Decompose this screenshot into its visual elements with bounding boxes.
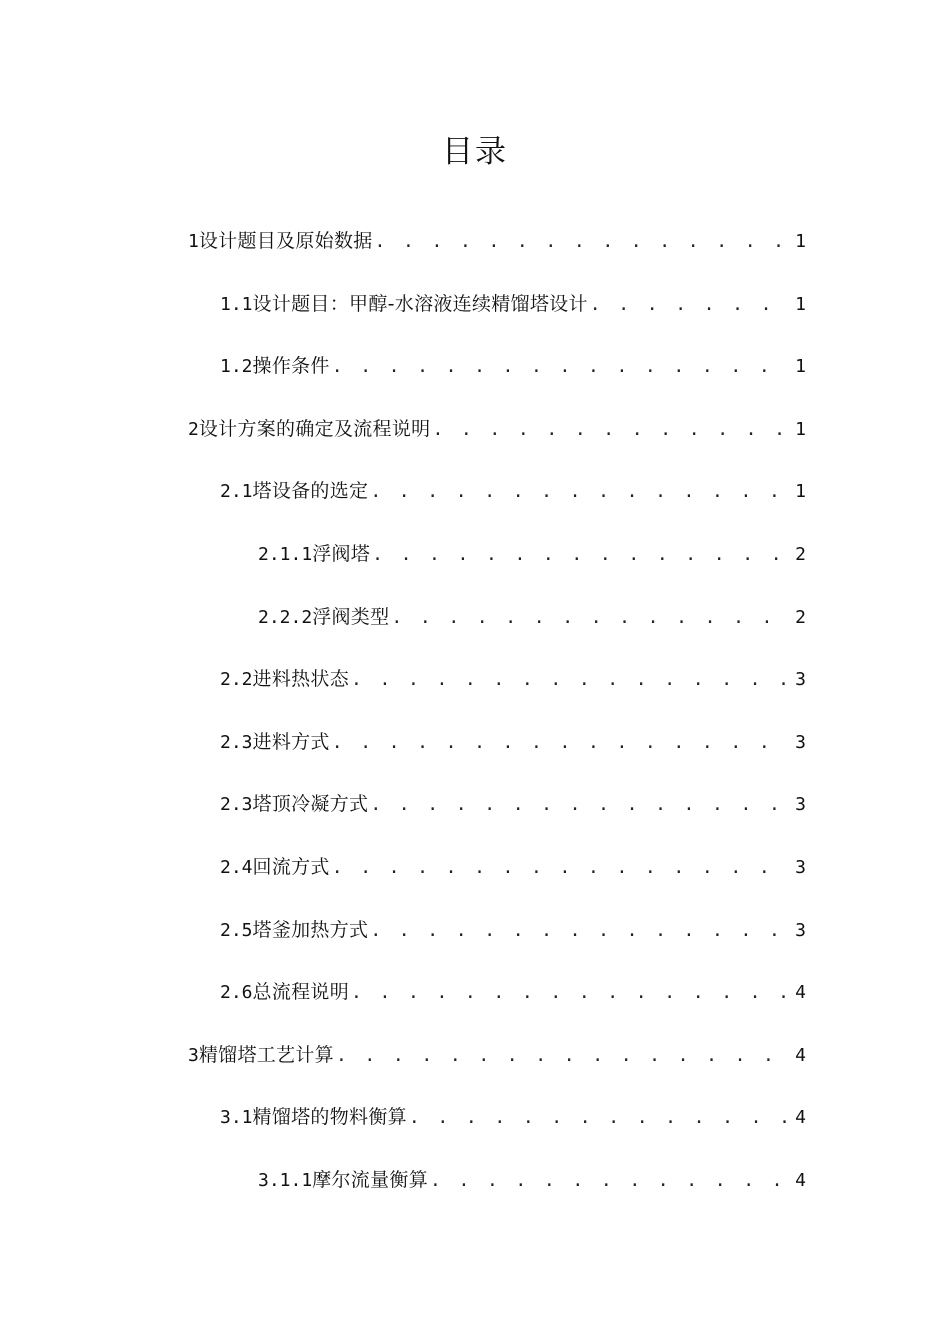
toc-entry-number: 2.2.2: [258, 606, 313, 628]
toc-entry-page-number: 4: [795, 1044, 806, 1066]
toc-dot-leader: [336, 1025, 788, 1088]
toc-entry[interactable]: [220, 460, 806, 523]
toc-entry-number: 3: [188, 1044, 199, 1066]
page-title: 目录: [442, 134, 508, 170]
toc-entry-title: 操作条件: [252, 355, 330, 378]
toc-entry-page-number: 1: [795, 418, 806, 440]
toc-entry-title: 设计方案的确定及流程说明: [198, 417, 431, 440]
toc-entry[interactable]: [220, 335, 806, 398]
toc-entry-page-number: 2: [795, 606, 806, 628]
toc-entry[interactable]: [220, 836, 806, 899]
toc-entry-page-number: 1: [795, 481, 806, 503]
toc-entry[interactable]: [220, 648, 806, 711]
toc-dot-leader: [332, 712, 788, 775]
toc-entry-number: 3.1.1: [258, 1169, 313, 1191]
toc-dot-leader: [590, 274, 788, 337]
toc-entry-title: 摩尔流量衡算: [312, 1168, 428, 1191]
toc-entry[interactable]: [188, 1024, 806, 1087]
toc-entry[interactable]: [220, 899, 806, 962]
toc-dot-leader: [432, 399, 788, 462]
toc-entry-title: 进料方式: [252, 730, 330, 753]
toc-dot-leader: [351, 962, 788, 1025]
toc-entry[interactable]: [220, 773, 806, 836]
toc-entry-page-number: 1: [795, 293, 806, 315]
toc-entry-page-number: 4: [795, 1107, 806, 1129]
table-of-contents: [0, 210, 950, 1212]
toc-entry-page-number: 3: [795, 919, 806, 941]
toc-dot-leader: [375, 211, 788, 274]
toc-entry-title: 浮阀类型: [312, 605, 390, 628]
toc-entry-number: 2.3: [220, 731, 253, 753]
toc-entry-title: 回流方式: [252, 855, 330, 878]
toc-entry-title: 塔顶冷凝方式: [252, 793, 369, 816]
toc-entry-number: 2.2: [220, 669, 253, 691]
toc-entry-title: 精馏塔的物料衡算: [252, 1106, 407, 1129]
toc-entry[interactable]: [258, 586, 806, 649]
toc-entry-title: 设计题目及原始数据: [198, 230, 373, 252]
toc-entry[interactable]: [220, 711, 806, 774]
toc-entry-page-number: 3: [795, 669, 806, 691]
toc-entry[interactable]: [220, 961, 806, 1024]
toc-dot-leader: [370, 774, 788, 837]
toc-dot-leader: [409, 1087, 788, 1150]
toc-dot-leader: [332, 837, 788, 900]
toc-entry-number: 2.3: [220, 794, 253, 816]
toc-entry-page-number: 3: [795, 794, 806, 816]
toc-entry-number: 1.2: [220, 356, 253, 378]
toc-dot-leader: [372, 524, 788, 587]
toc-entry[interactable]: [220, 1086, 806, 1149]
toc-entry-number: 1.1: [220, 293, 253, 315]
toc-entry-title: 塔釜加热方式: [252, 918, 369, 941]
toc-entry-number: 2.1: [220, 481, 253, 503]
toc-entry-page-number: 1: [795, 356, 806, 378]
toc-entry-number: 1: [188, 231, 199, 252]
toc-entry-number: 2.1.1: [258, 543, 313, 565]
toc-dot-leader: [430, 1150, 788, 1213]
toc-entry[interactable]: [188, 398, 806, 461]
toc-entry-page-number: 3: [795, 856, 806, 878]
toc-dot-leader: [332, 336, 788, 399]
toc-entry-number: 2: [188, 418, 199, 440]
toc-entry[interactable]: [258, 1149, 806, 1212]
toc-dot-leader: [370, 461, 788, 524]
toc-entry-number: 3.1: [220, 1107, 253, 1129]
toc-entry[interactable]: [220, 273, 806, 336]
toc-entry-page-number: 3: [795, 731, 806, 753]
toc-entry-page-number: 1: [795, 231, 806, 252]
toc-entry-title: 塔设备的选定: [252, 480, 369, 503]
toc-entry-number: 2.6: [220, 982, 253, 1004]
toc-dot-leader: [391, 587, 788, 650]
toc-entry-title: 精馏塔工艺计算: [198, 1043, 334, 1066]
toc-entry-number: 2.5: [220, 919, 253, 941]
toc-entry[interactable]: [188, 210, 806, 273]
toc-entry-title: 设计题目：甲醇-水溶液连续精馏塔设计: [252, 292, 588, 315]
toc-dot-leader: [351, 649, 788, 712]
toc-entry-title: 浮阀塔: [312, 542, 371, 565]
toc-entry-number: 2.4: [220, 856, 253, 878]
toc-dot-leader: [370, 900, 788, 963]
toc-entry-title: 进料热状态: [252, 668, 350, 691]
toc-entry-title: 总流程说明: [252, 981, 350, 1004]
toc-entry-page-number: 2: [795, 543, 806, 565]
toc-entry[interactable]: [258, 523, 806, 586]
toc-entry-page-number: 4: [795, 982, 806, 1004]
toc-entry-page-number: 4: [795, 1169, 806, 1191]
